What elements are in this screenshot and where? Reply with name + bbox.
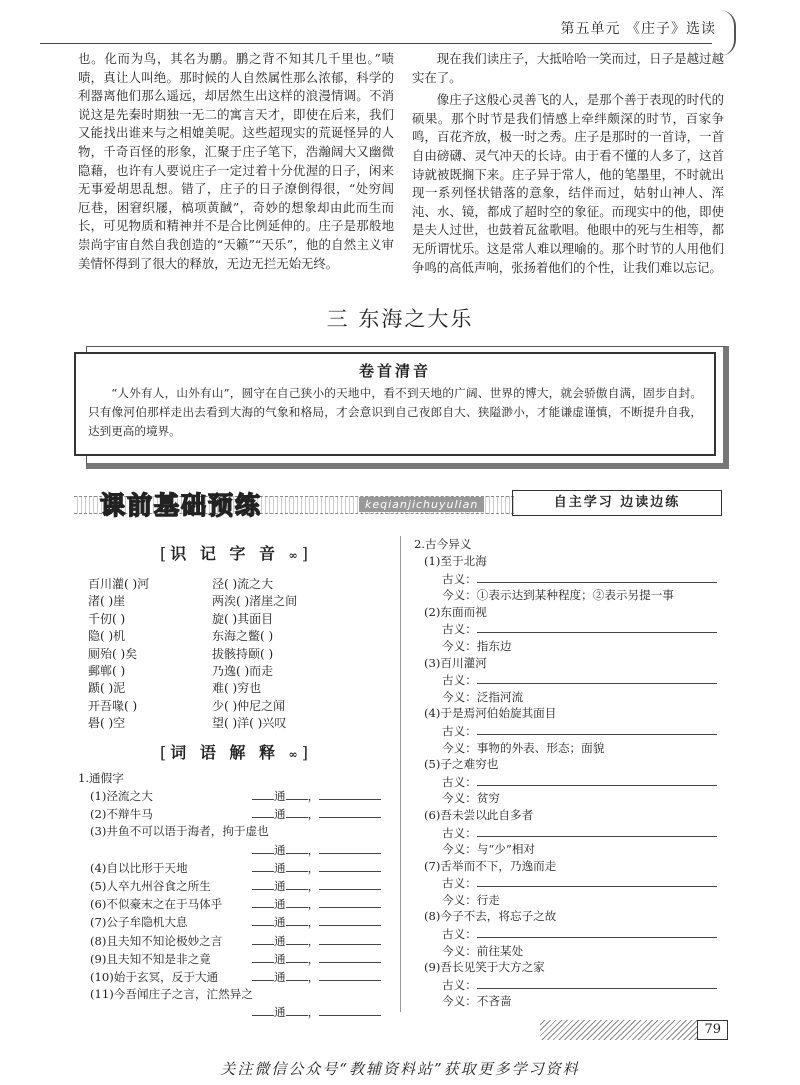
list-item: 泾( )流之大: [212, 577, 274, 591]
answer-blank[interactable]: [252, 968, 274, 981]
tongjia-item: [78, 950, 388, 968]
list-item: 难( )穷也: [212, 681, 262, 696]
gujin-ancient-row: [414, 620, 732, 638]
tongjia-item: [78, 913, 388, 931]
tong-label: 通: [274, 789, 286, 803]
answer-blank[interactable]: [319, 805, 381, 818]
tong-label: 通: [274, 970, 286, 985]
tongjia-question: (9)且夫知不知是非之竟: [90, 951, 211, 966]
gujin-item: [414, 553, 732, 604]
list-item: 郵郸( ): [88, 664, 126, 679]
subheading-vocabulary-label: 词 语 解 释: [170, 743, 279, 762]
tongjia-item: [78, 895, 388, 913]
tongjia-question: (3)井鱼不可以语于海者，拘于虚也: [90, 824, 269, 839]
gujin-modern-row: 今义：指东边: [442, 638, 512, 653]
ancient-meaning-blank[interactable]: [477, 976, 717, 989]
answer-blank[interactable]: [286, 841, 308, 854]
comma: ，: [307, 915, 320, 930]
gujin-question: (8)今子不去，将忘子之故: [424, 909, 557, 924]
tongjia-item: [78, 877, 388, 895]
banner-pinyin: keqianjichuyulian: [359, 497, 484, 512]
ancient-label: 古义：: [442, 927, 477, 942]
gujin-modern-row: 今义：不吝啬: [442, 994, 512, 1009]
comma: ，: [307, 879, 320, 894]
ancient-meaning-blank[interactable]: [477, 570, 717, 583]
tongjia-question: (1)泾流之大: [90, 789, 153, 803]
list-item: 乃逸( )而走: [212, 664, 274, 679]
answer-blank[interactable]: [252, 895, 274, 908]
answer-blank[interactable]: [286, 859, 308, 872]
answer-blank[interactable]: [286, 877, 308, 890]
tong-label: 通: [274, 933, 286, 948]
comma: ，: [307, 807, 320, 822]
gujin-modern-row: 今义：贫穷: [442, 791, 500, 806]
ancient-label: 古义：: [442, 876, 477, 891]
gujin-question: (3)百川灌河: [424, 655, 487, 670]
tong-label: 通: [274, 897, 286, 912]
list-item: 两涘( )渚崖之间: [212, 594, 298, 609]
comma: ，: [307, 789, 320, 803]
answer-blank[interactable]: [319, 913, 381, 926]
decorative-swirl-icon: ∞: [288, 748, 302, 761]
answer-blank[interactable]: [252, 913, 274, 926]
comma: ，: [307, 951, 320, 966]
tongjia-answer-blank[interactable]: [252, 934, 381, 948]
gujin-item: [414, 756, 732, 807]
text-column-left: 也。化而为鸟，其名为鹏。鹏之背不知其几千里也。”啧啧，真让人叫绝。那时候的人自然属性那么浓郁，科学的利器离他们那么遥远，却居然生出这样的浪漫情调。不消说这是先秦时期独一无二的寓言天才，即使在后来，我们又能找出谁来与之相媲美呢。这些超现实的荒诞怪异的人物，千奇百怪的形象，汇聚于庄子笔下，浩瀚阔大又幽微隐藉，也许有人要说庄子一定过着十分优渥的日子，闲来无事爱胡思乱想。错了，庄子的日子潦倒得很，“处穷闾厄巷，困窘织屦，槁项黄馘”，奇妙的想象却由此而生而长，可见物质和精神并不是合比例延伸的。庄子是那般地崇尚宇宙自然自我创造的“天籁”“天乐”，他的自然主义审美情怀得到了很大的释放，无边无拦无始无终。: [78, 51, 394, 271]
tongjia-item: [78, 986, 388, 1021]
gujin-modern-row: 今义：泛指河流: [442, 689, 524, 704]
gujin-item: [414, 959, 732, 1010]
gujin-item: [414, 705, 732, 756]
ancient-label: 古义：: [442, 825, 477, 840]
list-item: 厕殆( )矣: [88, 646, 138, 661]
pronunciation-list-left: [88, 576, 149, 733]
gujin-ancient-row: [414, 773, 732, 791]
gujin-ancient-row: [414, 874, 732, 892]
subheading-vocabulary: [词 语 解 释 ∞]: [160, 743, 312, 762]
list-item: 开吾喙( ): [88, 698, 138, 713]
ancient-meaning-blank[interactable]: [477, 773, 717, 786]
gujin-item: [414, 908, 732, 959]
gujin-question: (5)子之难穷也: [424, 757, 499, 772]
ancient-meaning-blank[interactable]: [477, 874, 717, 887]
tongjia-question: (6)不似豪末之在于马体乎: [90, 897, 223, 912]
ancient-label: 古义：: [442, 723, 477, 738]
list-item: 渚( )崖: [88, 594, 126, 609]
gujin-section: [414, 536, 732, 1010]
comma: ，: [307, 897, 320, 912]
answer-blank[interactable]: [286, 950, 308, 963]
tongjia-section: [78, 770, 388, 1022]
gujin-modern-row: 今义：①表示达到某种程度；②表示另提一事: [442, 588, 674, 603]
gujin-question: (4)于是焉河伯始旋其面目: [424, 706, 557, 721]
tongjia-question: (2)不辩牛马: [90, 807, 153, 822]
answer-blank[interactable]: [252, 1003, 274, 1016]
ancient-meaning-blank[interactable]: [477, 925, 717, 938]
tongjia-item: [78, 932, 388, 950]
gujin-modern-row: 今义：行走: [442, 892, 500, 907]
gujin-question: (7)舌举而不下，乃逸而走: [424, 858, 557, 873]
answer-blank[interactable]: [286, 932, 308, 945]
tongjia-answer-blank[interactable]: [252, 861, 381, 875]
answer-blank[interactable]: [286, 787, 308, 800]
tongjia-question: (5)人卒九州谷食之所生: [90, 879, 211, 894]
unit-header: 第五单元 《庄子》选读: [560, 21, 716, 37]
tongjia-answer-blank[interactable]: [252, 970, 381, 984]
answer-blank[interactable]: [319, 932, 381, 945]
gujin-heading: 2.古今异义: [414, 537, 472, 551]
answer-blank[interactable]: [319, 895, 381, 908]
ancient-meaning-blank[interactable]: [477, 620, 717, 633]
answer-blank[interactable]: [319, 859, 381, 872]
tong-label: 通: [274, 860, 286, 875]
answer-blank[interactable]: [252, 841, 274, 854]
tongjia-answer-blank[interactable]: [252, 897, 381, 911]
comma: ，: [307, 842, 320, 857]
list-item: 隐( )机: [88, 629, 126, 644]
tong-label: 通: [274, 842, 286, 857]
gujin-modern-row: 今义：与“少”相对: [442, 842, 536, 857]
banner-title: 课前基础预练: [100, 491, 263, 520]
gujin-ancient-row: [414, 722, 732, 740]
tongjia-item: [78, 859, 388, 877]
answer-blank[interactable]: [319, 787, 381, 800]
gujin-question: (6)吾未尝以此自多者: [424, 807, 534, 822]
list-item: 拔骸持颐( ): [212, 646, 274, 661]
ancient-label: 古义：: [442, 622, 477, 637]
intro-box-title: 卷首清音: [358, 362, 431, 380]
decorative-swirl-icon: ∞: [288, 549, 302, 562]
list-item: 少( )仲尼之闻: [212, 698, 286, 713]
intro-box: [74, 352, 716, 456]
practice-banner: [74, 486, 722, 520]
list-item: 礐( )空: [88, 716, 126, 731]
answer-blank[interactable]: [319, 968, 381, 981]
section-title: 三 东海之大乐: [326, 307, 474, 331]
tongjia-question: (4)自以比形于天地: [90, 860, 188, 875]
tong-label: 通: [274, 807, 286, 822]
answer-blank[interactable]: [252, 877, 274, 890]
page-number-bar: [540, 1020, 728, 1040]
ancient-meaning-blank[interactable]: [477, 722, 717, 735]
comma: ，: [307, 1005, 320, 1020]
answer-blank[interactable]: [252, 805, 274, 818]
answer-blank[interactable]: [319, 877, 381, 890]
column-divider: [400, 536, 401, 1012]
tongjia-answer-blank[interactable]: [252, 915, 381, 929]
right-paragraph-1: 现在我们读庄子，大抵哈哈一笑而过，日子是越过越实在了。: [412, 51, 724, 85]
gujin-question: (1)至于北海: [424, 554, 487, 568]
tongjia-answer-blank[interactable]: [252, 952, 381, 966]
answer-blank[interactable]: [286, 805, 308, 818]
gujin-item: [414, 807, 732, 858]
gujin-modern-row: 今义：事物的外表、形态；面貌: [442, 740, 605, 755]
gujin-modern-row: 今义：前往某处: [442, 943, 524, 958]
answer-blank[interactable]: [286, 1003, 308, 1016]
ancient-label: 古义：: [442, 977, 477, 992]
list-item: 旋( )其面目: [212, 611, 274, 626]
tongjia-answer-blank[interactable]: [252, 789, 381, 803]
tongjia-answer-blank[interactable]: [90, 1003, 388, 1021]
tongjia-answer-blank[interactable]: [90, 841, 388, 859]
gujin-item: [414, 604, 732, 655]
right-paragraph-2: 像庄子这般心灵善飞的人，是那个善于表现的时代的硕果。那个时节是我们情感上牵绊颇深的时节，百家争鸣，百花齐放，极一时之秀。庄子是那时的一首诗，一首自由磅礴、灵气冲天的长诗。由于看不懂的人多了，这首诗就被既搁下来。庄子异于常人，他的笔墨里，不时就出现一系列怪状错落的意象，结伴而过，姑射山神人、浑沌、水、镜，都成了超时空的象征。而现实中的他，即使是夫人过世，也鼓着瓦盆歌唱。他眼中的死与生相等，都无所谓忧乐。这是常人难以理喻的。那个时节的人用他们争鸣的高低声响，张扬着他们的个性，让我们难以忘记。: [412, 92, 724, 275]
gujin-item: [414, 655, 732, 706]
tongjia-heading: 1.通假字: [78, 771, 124, 785]
gujin-question: (2)东面而视: [424, 604, 487, 619]
gujin-ancient-row: [414, 824, 732, 842]
header-rule: [40, 43, 712, 44]
answer-blank[interactable]: [286, 895, 308, 908]
answer-blank[interactable]: [252, 950, 274, 963]
tongjia-question: (7)公子牟隐机大息: [90, 915, 188, 930]
list-item: 千仞( ): [88, 611, 126, 626]
tongjia-item: [78, 805, 388, 823]
tong-label: 通: [274, 951, 286, 966]
answer-blank[interactable]: [319, 950, 381, 963]
intro-box-body: “人外有人，山外有山”，圆守在自己狭小的天地中，看不到天地的广阔、世界的博大，就会骄傲自满，固步自封。只有像河伯那样走出去看到大海的气象和格局，才会意识到自己夜郎自大、狭隘渺小，才能谦虚谨慎，不断提升自我，达到更高的境界。: [88, 386, 702, 438]
answer-blank[interactable]: [252, 787, 274, 800]
ancient-label: 古义：: [442, 571, 477, 586]
gujin-ancient-row: [414, 570, 732, 588]
banner-tag: 自主学习 边读边练: [512, 490, 722, 516]
comma: ，: [307, 860, 320, 875]
list-item: 踬( )泥: [88, 681, 126, 696]
gujin-list: [414, 553, 732, 1010]
tong-label: 通: [274, 879, 286, 894]
answer-blank[interactable]: [252, 932, 274, 945]
subheading-pronunciation-label: 识 记 字 音: [170, 544, 279, 563]
answer-blank[interactable]: [319, 1003, 381, 1016]
gujin-ancient-row: [414, 925, 732, 943]
tongjia-list: [78, 787, 388, 1022]
answer-blank[interactable]: [252, 859, 274, 872]
tongjia-item: [78, 968, 388, 986]
tongjia-question: (8)且夫知不知论极妙之言: [90, 933, 223, 948]
answer-blank[interactable]: [319, 841, 381, 854]
gujin-ancient-row: [414, 671, 732, 689]
ancient-meaning-blank[interactable]: [477, 824, 717, 837]
list-item: 望( )洋( )兴叹: [212, 716, 287, 731]
tongjia-question: (10)始于玄冥，反于大通: [90, 970, 219, 985]
comma: ，: [307, 970, 320, 985]
tongjia-item: [78, 823, 388, 858]
tongjia-answer-blank[interactable]: [252, 879, 381, 893]
gujin-ancient-row: [414, 976, 732, 994]
pronunciation-list-right: [212, 576, 297, 733]
ancient-meaning-blank[interactable]: [477, 671, 717, 684]
gujin-question: (9)吾长见笑于大方之家: [424, 960, 545, 975]
text-column-right: [412, 50, 724, 277]
tongjia-item: [78, 787, 388, 805]
page-number: 79: [697, 1020, 728, 1040]
gujin-item: [414, 858, 732, 909]
subheading-pronunciation: [识 记 字 音 ∞]: [160, 544, 312, 563]
answer-blank[interactable]: [286, 913, 308, 926]
tong-label: 通: [274, 915, 286, 930]
list-item: 百川灌( )河: [88, 577, 150, 591]
tongjia-question: (11)今吾闻庄子之言，汒然异之: [90, 987, 253, 1002]
tongjia-answer-blank[interactable]: [252, 807, 381, 821]
footer-note: 关注微信公众号“教辅资料站”获取更多学习资料: [220, 1060, 580, 1078]
ancient-label: 古义：: [442, 673, 477, 688]
list-item: 东海之鳖( ): [212, 629, 274, 644]
ancient-label: 古义：: [442, 774, 477, 789]
answer-blank[interactable]: [286, 968, 308, 981]
tong-label: 通: [274, 1005, 286, 1020]
comma: ，: [307, 933, 320, 948]
